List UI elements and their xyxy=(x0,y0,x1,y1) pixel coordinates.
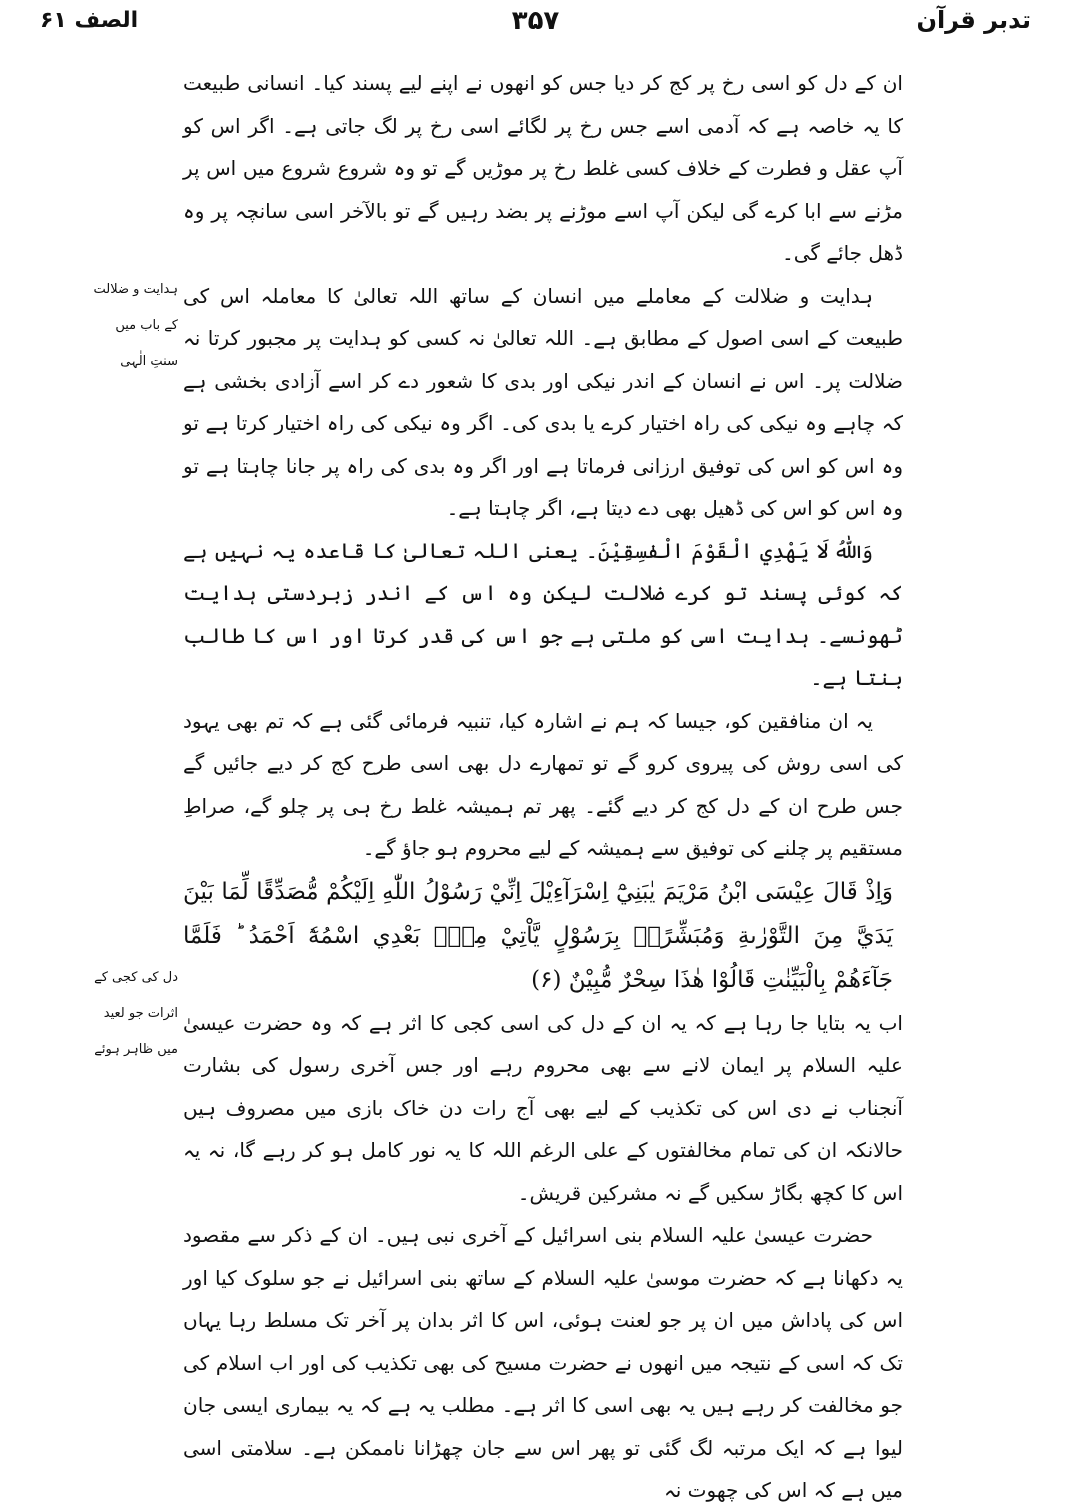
main-text xyxy=(183,62,903,1512)
page-header xyxy=(40,6,1031,46)
verse-6: وَاِذْ قَالَ عِيْسَى ابْنُ مَرْيَمَ يٰبَنِيْٓ اِسْرَآءِيْلَ اِنِّيْ رَسُوْلُ اللّٰهِ اِلَيْكُمْ مُّصَدِّقًا لِّمَا بَيْنَ يَدَيَّ مِنَ التَّوْرٰىةِ وَمُبَشِّرًاۢ بِرَسُوْلٍ يَّاْتِيْ مِنْۢ بَعْدِي اسْمُهٗٓ اَحْمَدُ ؕ فَلَمَّا جَآءَهُمْ بِالْبَيِّنٰتِ قَالُوْا هٰذَا سِحْرٌ مُّبِيْنٌ (۶) xyxy=(183,878,893,993)
margin-note-line: کے باب میں xyxy=(115,318,178,333)
margin-note-line: میں ظاہر ہوئے xyxy=(94,1042,178,1057)
paragraph-6: حضرت عیسیٰ علیہ السلام بنی اسرائیل کے آخری نبی ہیں۔ ان کے ذکر سے مقصود یہ دکھانا ہے کہ حضرت موسیٰ علیہ السلام کے ساتھ بنی اسرائیل نے جو سلوک کیا اور اس کی پاداش میں ان پر جو لعنت ہوئی، اس کا اثر بدان پر آخر تک مسلط رہا یہاں تک کہ اسی کے نتیجہ میں انھوں نے حضرت مسیح کی بھی تکذیب کی اور اب اسلام کی جو مخالفت کر رہے ہیں یہ بھی اسی کا اثر ہے۔ مطلب یہ ہے کہ یہ بیماری ایسی جان لیوا ہے کہ ایک مرتبہ لگ گئی تو پھر اس سے جان چھڑانا ناممکن ہے۔ سلامتی اسی میں ہے کہ اس کی چھوت نہ xyxy=(183,1223,903,1502)
book-title: تدبر قرآن xyxy=(916,6,1031,34)
paragraph-5: اب یہ بتایا جا رہا ہے کہ یہ ان کے دل کی اسی کجی کا اثر ہے کہ وہ حضرت عیسیٰ علیہ السلام پر ایمان لانے سے بھی محروم رہے اور جس آخری رسول کی بشارت آنجناب نے دی اس کی تکذیب کے لیے بھی آج رات دن خاک بازی میں مصروف ہیں حالانکہ ان کی تمام مخالفتوں کے علی الرغم اللہ کا یہ نور کامل ہو کر رہے گا، نہ یہ اس کا کچھ بگاڑ سکیں گے نہ مشرکین قریش۔ xyxy=(183,1010,903,1205)
paragraph-3-text: یعنی اللہ تعالیٰ کا قاعدہ یہ نہیں ہے کہ کوئی پسند تو کرے ضلالت لیکن وہ اس کے اندر زبردستی ہدایت ٹھونسے۔ ہدایت اسی کو ملتی ہے جو اس کی قدر کرتا اور اس کا طالب بنتا ہے۔ xyxy=(183,538,903,690)
paragraph-2: ہدایت و ضلالت کے معاملے میں انسان کے ساتھ اللہ تعالیٰ کا معاملہ اس کی طبیعت کے اسی اصول کے مطابق ہے۔ اللہ تعالیٰ نہ کسی کو ہدایت پر مجبور کرتا نہ ضلالت پر۔ اس نے انسان کے اندر نیکی اور بدی کا شعور دے کر اسے آزادی بخشی ہے کہ چاہے وہ نیکی کی راہ اختیار کرے یا بدی کی۔ اگر وہ نیکی کی راہ اختیار کرتا ہے تو وہ اس کو اس کی توفیق ارزانی فرماتا ہے اور اگر وہ بدی کی راہ پر جانا چاہتا ہے تو وہ اس کو اس کی ڈھیل بھی دے دیتا ہے، اگر چاہتا ہے۔ xyxy=(183,283,903,520)
paragraph-1: ان کے دل کو اسی رخ پر کج کر دیا جس کو انھوں نے اپنے لیے پسند کیا۔ انسانی طبیعت کا یہ خاصہ ہے کہ آدمی اسے جس رخ پر لگائے اسی رخ پر لگ جاتی ہے۔ اگر اس کو آپ عقل و فطرت کے خلاف کسی غلط رخ پر موڑیں گے تو وہ شروع شروع میں اس پر مڑنے سے ابا کرے گی لیکن آپ اسے موڑنے پر بضد رہیں گے تو بالآخر اسی سانچہ پر وہ ڈھل جائے گی۔ xyxy=(183,71,904,265)
page-number: ۳۵۷ xyxy=(511,6,560,36)
margin-note-line: دل کی کجی کے xyxy=(94,970,178,985)
margin-note-line: اثرات جو لعید xyxy=(103,1006,178,1021)
margin-note-heart xyxy=(86,960,178,1068)
margin-note-line: سنتِ الٰہی xyxy=(120,354,178,369)
surah-label: الصف ۶۱ xyxy=(40,8,139,33)
margin-note-line: ہدایت و ضلالت xyxy=(93,282,178,297)
paragraph-3 xyxy=(183,530,903,700)
paragraph-4: یہ ان منافقین کو، جیسا کہ ہم نے اشارہ کیا، تنبیہ فرمائی گئی ہے کہ تم بھی یہود کی اسی روش کی پیروی کرو گے تو تمھارے دل بھی اسی طرح کج کر دیے جائیں گے جس طرح ان کے دل کج کر دیے گئے۔ پھر تم ہمیشہ غلط رخ ہی پر چلو گے، صراطِ مستقیم پر چلنے کی توفیق سے ہمیشہ کے لیے محروم ہو جاؤ گے۔ xyxy=(183,708,903,860)
paragraph-3-separator: ۔ xyxy=(578,538,598,563)
inline-verse: وَاللّٰهُ لَا يَهْدِي الْقَوْمَ الْفٰسِقِيْنَ xyxy=(597,538,874,563)
margin-note-guidance xyxy=(86,272,178,380)
